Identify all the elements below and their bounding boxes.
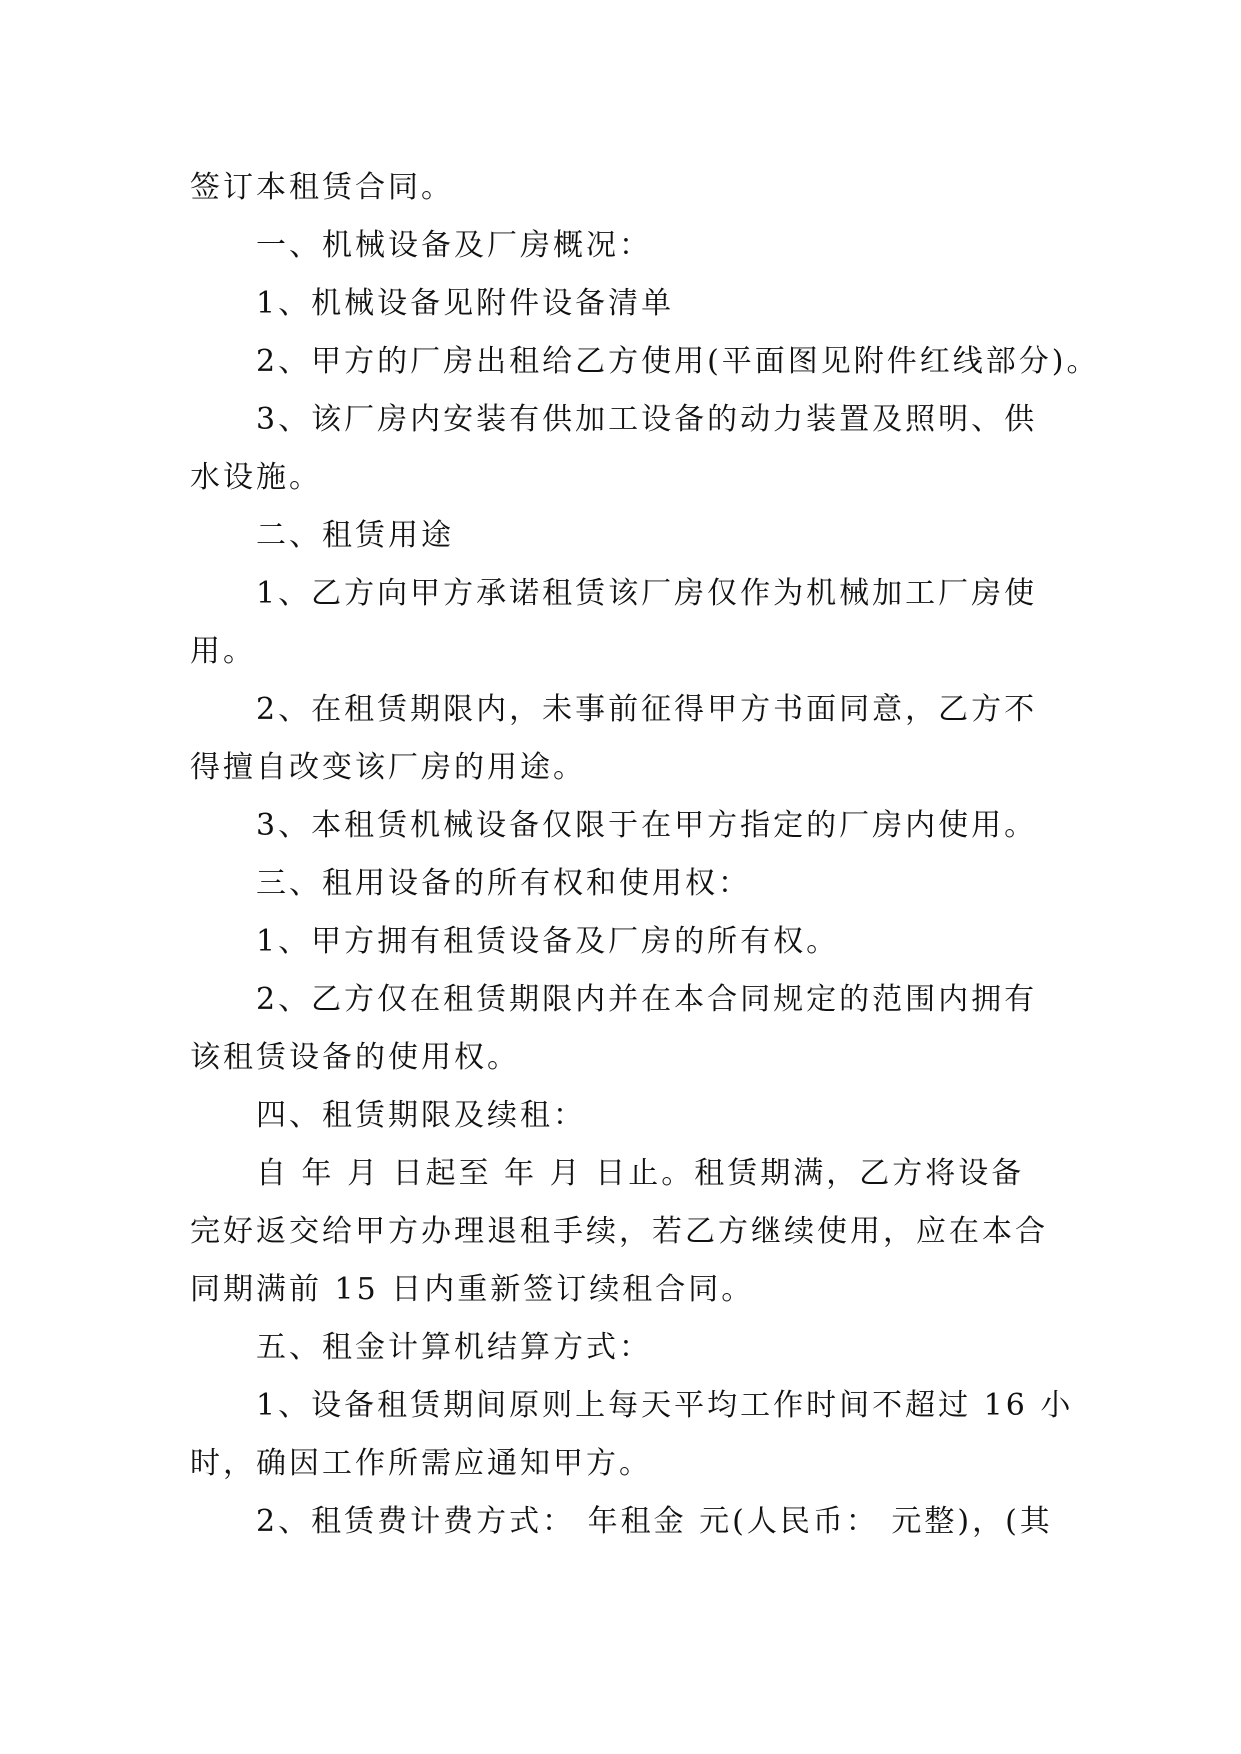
text-line: 用。 [190,634,256,669]
section-heading: 五、租金计算机结算方式： [256,1330,652,1365]
text-line: 1、机械设备见附件设备清单 [256,286,675,321]
text-line: 3、该厂房内安装有供加工设备的动力装置及照明、供 [256,402,1038,437]
text-line: 自 年 月 日起至 年 月 日止。租赁期满，乙方将设备 [256,1156,1025,1191]
section-heading: 四、租赁期限及续租： [256,1098,586,1133]
text-line: 2、租赁费计费方式： 年租金 元(人民币： 元整)，(其 [256,1504,1053,1539]
text-line: 水设施。 [190,460,322,495]
section-heading: 一、机械设备及厂房概况： [256,228,652,263]
text-line: 签订本租赁合同。 [190,170,454,205]
text-line: 1、设备租赁期间原则上每天平均工作时间不超过 16 小 [256,1388,1074,1423]
text-line: 2、在租赁期限内，未事前征得甲方书面同意，乙方不 [256,692,1038,727]
text-line: 该租赁设备的使用权。 [190,1040,520,1075]
section-heading: 三、租用设备的所有权和使用权： [256,866,751,901]
text-line: 3、本租赁机械设备仅限于在甲方指定的厂房内使用。 [256,808,1038,843]
section-heading: 二、租赁用途 [256,518,454,553]
text-line: 完好返交给甲方办理退租手续，若乙方继续使用，应在本合 [190,1214,1048,1249]
text-line: 2、乙方仅在租赁期限内并在本合同规定的范围内拥有 [256,982,1038,1017]
text-line: 同期满前 15 日内重新签订续租合同。 [190,1272,755,1307]
text-line: 1、甲方拥有租赁设备及厂房的所有权。 [256,924,840,959]
text-line: 1、乙方向甲方承诺租赁该厂房仅作为机械加工厂房使 [256,576,1038,611]
text-line: 得擅自改变该厂房的用途。 [190,750,586,785]
text-line: 2、甲方的厂房出租给乙方使用(平面图见附件红线部分)。 [256,344,1100,379]
text-line: 时，确因工作所需应通知甲方。 [190,1446,652,1481]
